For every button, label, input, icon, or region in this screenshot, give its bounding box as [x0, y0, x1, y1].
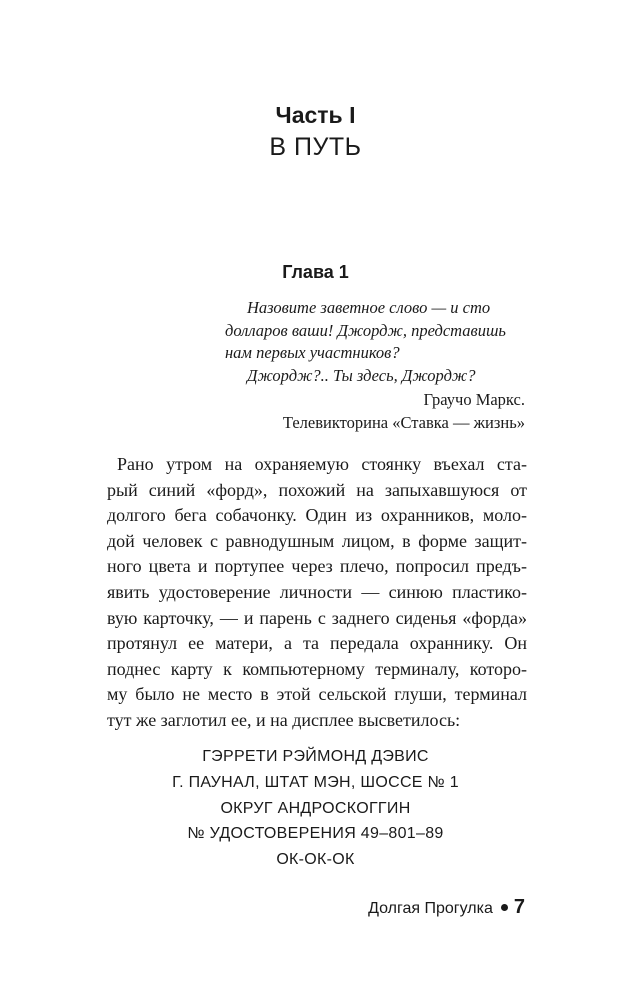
card-line-name: ГЭРРЕТИ РЭЙМОНД ДЭВИС — [202, 748, 429, 765]
card-line-status: ОК-ОК-ОК — [276, 851, 355, 869]
body-line: тут же заглотил ее, и на дисплее высветилось: — [107, 709, 461, 730]
body-line: протянул ее матери, а та передала охраннику. Он — [107, 633, 527, 654]
part-title: В ПУТЬ — [269, 133, 362, 161]
body-line: явить удостоверение личности — синюю пластико- — [107, 581, 527, 602]
running-title: Долгая Прогулка — [368, 900, 493, 917]
epigraph-line: Джордж?.. Ты здесь, Джордж? — [247, 365, 476, 385]
body-line: му было не место в этой сельской глуши, терминал — [107, 684, 527, 705]
card-line-address: Г. ПАУНАЛ, ШТАТ МЭН, ШОССЕ № 1 — [172, 773, 459, 791]
epigraph — [225, 297, 525, 434]
body-line: дой человек с равнодушным лицом, в форме защит- — [107, 530, 527, 551]
body-line: рый синий «форд», похожий на запыхавшуюся от — [107, 479, 527, 500]
id-card-display — [0, 744, 631, 873]
epigraph-author: Граучо Маркс. — [423, 390, 525, 409]
page-footer — [368, 895, 525, 921]
part-label: Часть I — [275, 102, 356, 128]
chapter-title: Глава 1 — [282, 262, 349, 282]
body-line: поднес карту к компьютерному терминалу, которо- — [107, 658, 527, 679]
epigraph-line: долларов ваши! Джордж, представишь — [225, 320, 506, 340]
card-line-county: ОКРУГ АНДРОСКОГГИН — [220, 799, 411, 817]
epigraph-line: Назовите заветное слово — и сто — [247, 298, 491, 317]
body-line: ного цвета и портупее через плечо, попросил предъ- — [107, 556, 527, 577]
body-line: Рано утром на охраняемую стоянку въехал ста- — [117, 454, 527, 474]
page-number: 7 — [513, 896, 525, 918]
bullet-icon — [501, 904, 508, 911]
body-line: долгого бега собачонку. Один из охранников, моло- — [107, 505, 527, 526]
epigraph-source: Телевикторина «Ставка — жизнь» — [282, 412, 525, 432]
epigraph-line: нам первых участников? — [225, 343, 400, 362]
body-paragraph — [107, 452, 527, 734]
body-line: вую карточку, — и парень с заднего сиденья «форда» — [107, 607, 527, 628]
card-line-id-number: № УДОСТОВЕРЕНИЯ 49–801–89 — [187, 825, 444, 843]
